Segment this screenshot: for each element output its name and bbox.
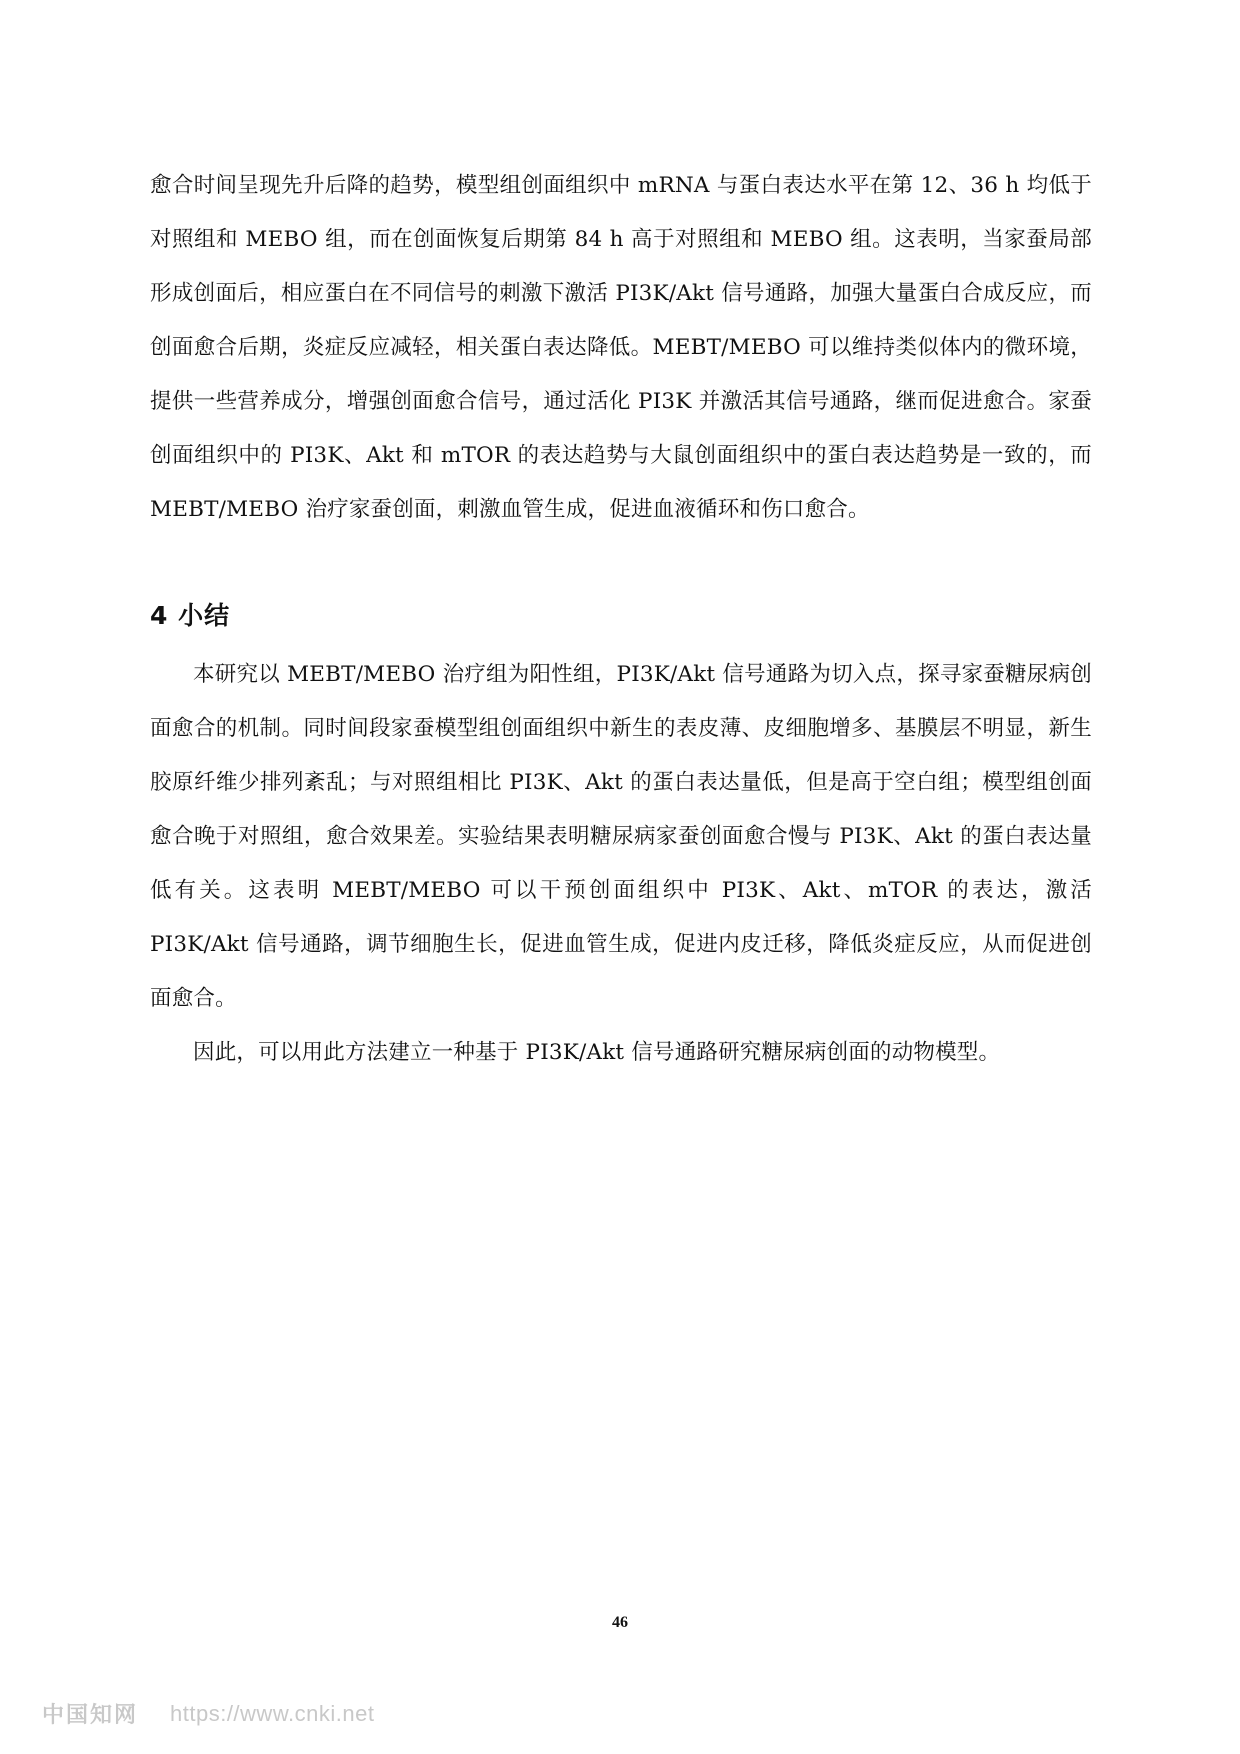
watermark-url: https://www.cnki.net bbox=[170, 1700, 375, 1726]
watermark-brand: 中国知网 bbox=[42, 1703, 139, 1728]
discussion-text-block bbox=[150, 159, 1092, 537]
summary-text-block bbox=[150, 648, 1092, 1080]
cnki-watermark bbox=[42, 1698, 374, 1729]
conclusion-paragraph: 因此，可以用此方法建立一种基于 PI3K/Akt 信号通路研究糖尿病创面的动物模型。 bbox=[193, 1040, 1001, 1065]
continuation-paragraph: 愈合时间呈现先升后降的趋势，模型组创面组织中 mRNA 与蛋白表达水平在第 12、36 h 均低于对照组和 MEBO 组，而在创面恢复后期第 84 h 高于对照组和 MEBO 组。这表明，当家蚕局部形成创面后，相应蛋白在不同信号的刺激下激活 PI3K/Akt 信号通路，加强大量蛋白合成反应，而创面愈合后期，炎症反应减轻，相关蛋白表达降低。MEBT/MEBO 可以维持类似体内的微环境，提供一些营养成分，增强创面愈合信号，通过活化 PI3K 并激活其信号通路，继而促进愈合。家蚕创面组织中的 PI3K、Akt 和 mTOR 的表达趋势与大鼠创面组织中的蛋白表达趋势是一致的，而 MEBT/MEBO 治疗家蚕创面，刺激血管生成，促进血液循环和伤口愈合。 bbox=[150, 173, 1092, 522]
summary-paragraph: 本研究以 MEBT/MEBO 治疗组为阳性组，PI3K/Akt 信号通路为切入点，探寻家蚕糖尿病创面愈合的机制。同时间段家蚕模型组创面组织中新生的表皮薄、皮细胞增多、基膜层不明显，新生胶原纤维少排列紊乱；与对照组相比 PI3K、Akt 的蛋白表达量低，但是高于空白组；模型组创面愈合晚于对照组，愈合效果差。实验结果表明糖尿病家蚕创面愈合慢与 PI3K、Akt 的蛋白表达量低有关。这表明 MEBT/MEBO 可以干预创面组织中 PI3K、Akt、mTOR 的表达，激活 PI3K/Akt 信号通路，调节细胞生长，促进血管生成，促进内皮迁移，降低炎症反应，从而促进创面愈合。 bbox=[150, 662, 1092, 1011]
section-heading: 4 小结 bbox=[150, 601, 231, 630]
page-number: 46 bbox=[612, 1614, 628, 1631]
